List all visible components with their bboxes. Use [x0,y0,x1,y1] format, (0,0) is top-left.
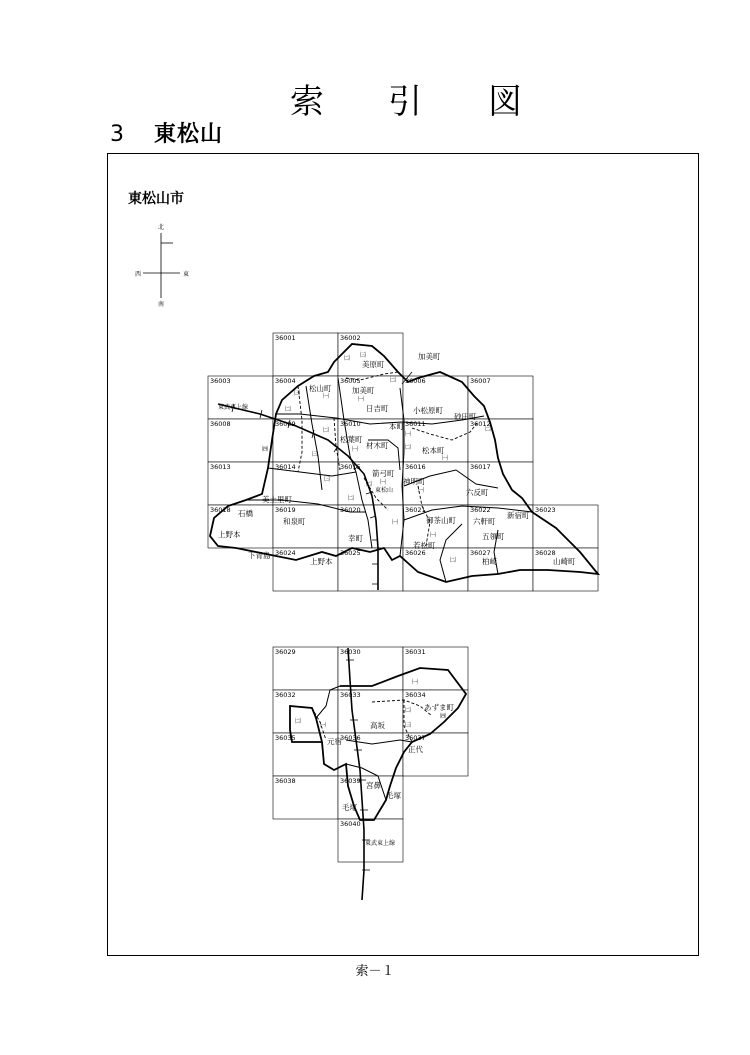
place-label: 東松山 [375,487,394,494]
place-label: 毛塚 [342,803,357,812]
place-label: 元宿 [327,737,342,746]
sheet-code: 36029 [275,648,296,656]
sheet-code: 36007 [470,377,491,385]
sheet-code: 36001 [275,334,296,342]
sheet-code: 36011 [405,420,426,428]
place-label: 五領町 [482,532,505,541]
place-label: ㈢ [360,352,367,359]
sheet-code: 36021 [405,506,426,514]
place-label: 神明町 [403,477,426,486]
place-label: 美土里町 [262,495,292,504]
sheet-code: 36032 [275,691,296,699]
sheet-code: 36038 [275,777,296,785]
place-label: ㈡ [405,444,412,451]
place-label: 加美町 [418,352,441,361]
sheet-code: 36012 [470,420,491,428]
place-label: 山崎町 [553,557,576,566]
place-label: ㈢ [312,451,319,458]
place-label: 東武東上線 [365,840,396,847]
place-label: ㈠ [412,679,419,686]
title-char-2: 引 [388,82,422,122]
place-label: 御茶山町 [426,516,456,525]
sheet-code: 36028 [535,549,556,557]
place-label: ㈡ [344,355,351,362]
sheet-code: 36024 [275,549,296,557]
place-label: 六軒町 [473,517,496,526]
sheet-code: 36037 [405,734,426,742]
place-label: 柏崎 [482,557,497,566]
place-label: ㈢ [405,722,412,729]
sheet-code: 36025 [340,549,361,557]
compass-west: 西 [135,271,142,278]
sheet-code: 36013 [210,463,231,471]
place-label: 石橋 [238,509,253,518]
sheet-code: 36014 [275,463,296,471]
place-label: 本町 [389,422,404,431]
sheet-code: 36005 [340,377,361,385]
place-label: ㈡ [450,557,457,564]
place-label: ㈠ [418,487,425,494]
place-label: 新宿町 [507,511,530,520]
place-label: ㈠ [442,455,449,462]
place-label: 加美町 [352,386,375,395]
place-label: ㈠ [358,396,365,403]
place-label: ㈣ [440,713,447,720]
sheet-code: 36033 [340,691,361,699]
place-label: ㈢ [324,476,331,483]
section-number: 3 [110,122,124,147]
sheet-code: 36035 [275,734,296,742]
sheet-code: 36004 [275,377,296,385]
sheet-code: 36018 [210,506,231,514]
place-label: 六反町 [466,488,489,497]
place-label: ㈠ [380,479,387,486]
place-label: 美原町 [362,360,385,369]
place-label: ㈡ [348,495,355,502]
place-label: ㈡ [285,406,292,413]
place-label: ㈠ [430,532,437,539]
place-label: 下青島 [248,551,271,560]
sheet-code: 36027 [470,549,491,557]
compass-north: 北 [158,224,165,231]
title-char-1: 索 [290,82,324,122]
place-label: ㈡ [485,426,492,433]
sheet-code: 36034 [405,691,426,699]
place-label: ㈡ [366,481,373,488]
sheet-code: 36006 [405,377,426,385]
place-label: 正代 [408,745,423,754]
place-label: 若松町 [413,541,436,550]
place-label: ㈡ [390,377,397,384]
title-char-3: 図 [488,82,522,122]
place-label: ㈠ [352,446,359,453]
sheet-code: 36026 [405,549,426,557]
place-label: ㈡ [323,427,330,434]
place-label: ㈢ [294,390,301,397]
sheet-code: 36022 [470,506,491,514]
place-label: 上野本 [218,530,241,539]
place-label: 日吉町 [366,404,389,413]
sheet-code: 36003 [210,377,231,385]
place-label: 小松原町 [413,406,443,415]
place-label: 和泉町 [283,517,306,526]
place-label: ㈡ [295,718,302,725]
place-label: ㈠ [405,431,412,438]
sheet-code: 36023 [535,506,556,514]
sheet-code: 36039 [340,777,361,785]
sheet-code: 36040 [340,820,361,828]
sheet-code: 36002 [340,334,361,342]
sheet-code: 36020 [340,506,361,514]
compass-rose [135,223,189,308]
place-label: 松葉町 [340,435,363,444]
place-label: 毛塚 [386,791,401,800]
sheet-code: 36017 [470,463,491,471]
sheet-code: 36036 [340,734,361,742]
page-number: 索－１ [355,964,395,979]
place-label: ㈠ [320,722,327,729]
sheet-code: 36010 [340,420,361,428]
place-label: 高坂 [370,721,385,730]
sheet-grid-lower [273,647,468,862]
sheet-code: 36009 [275,420,296,428]
place-label: 松山町 [309,384,332,393]
section-name: 東松山 [154,122,224,147]
place-label: ㈡ [405,707,412,714]
place-label: あずま町 [424,703,454,712]
place-label: 宮鼻 [366,781,381,790]
place-label: 東武東上線 [218,404,249,411]
place-label: 材木町 [366,441,389,450]
sheet-code: 36031 [405,648,426,656]
place-label: 箭弓町 [372,469,395,478]
sheet-code: 36015 [340,463,361,471]
place-label: ㈣ [262,446,269,453]
city-label: 東松山市 [128,191,184,207]
sheet-code: 36016 [405,463,426,471]
place-label: ㈠ [392,519,399,526]
place-label: 砂田町 [454,412,477,421]
place-label: 松本町 [422,446,445,455]
place-label: 幸町 [348,534,363,543]
sheet-code: 36008 [210,420,231,428]
compass-south: 南 [158,301,165,308]
place-label: ㈠ [323,393,330,400]
place-label: 上野本 [310,557,333,566]
sheet-code: 36030 [340,648,361,656]
sheet-code: 36019 [275,506,296,514]
compass-east: 東 [183,271,190,278]
